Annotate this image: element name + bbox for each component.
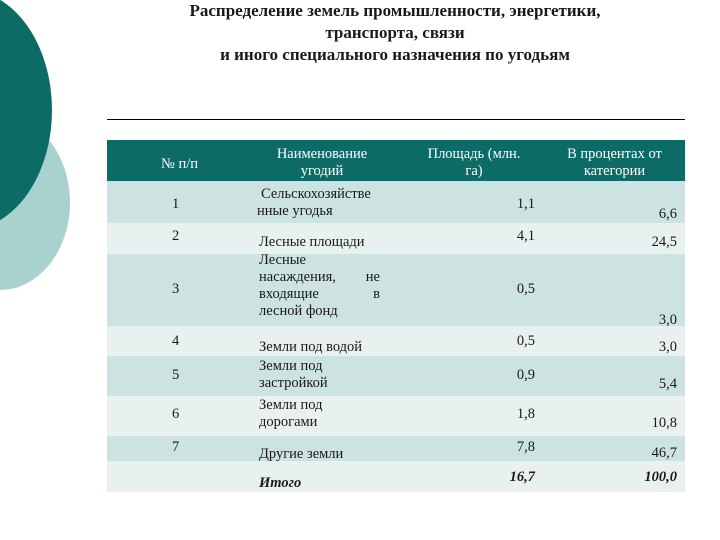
row-2-area: 4,1: [516, 228, 535, 244]
row-7-num: 7: [172, 439, 180, 455]
total-percent: 100,0: [644, 469, 677, 485]
row-2-name: Лесные площади: [259, 234, 365, 250]
header-name: Наименование угодий: [276, 146, 368, 179]
row-4-num: 4: [172, 333, 180, 349]
row-1-percent: 6,6: [658, 206, 677, 222]
row-1-area: 1,1: [516, 196, 535, 212]
row-3-num: 3: [172, 281, 180, 297]
row-6-name: Земли под дорогами: [259, 397, 323, 430]
row-3-name: Лесные насаждения, не входящие в лесной фонд: [259, 252, 380, 319]
row-3-area: 0,5: [516, 281, 535, 297]
title-line-3: и иного специального назначения по угодьям: [220, 45, 570, 64]
row-5-name: Земли под застройкой: [259, 358, 328, 391]
row-7-percent: 46,7: [651, 445, 677, 461]
row-6-percent: 10,8: [651, 415, 677, 431]
total-label: Итого: [259, 475, 302, 491]
row-5-num: 5: [172, 367, 180, 383]
title-line-2: транспорта, связи: [325, 23, 465, 42]
row-2-num: 2: [172, 228, 180, 244]
row-5-percent: 5,4: [658, 376, 677, 392]
row-6-area: 1,8: [516, 406, 535, 422]
row-2-percent: 24,5: [651, 234, 677, 250]
table-row: [107, 396, 685, 436]
table-row: [107, 326, 685, 356]
table-row: [107, 356, 685, 396]
row-5-area: 0,9: [516, 367, 535, 383]
title-line-1: Распределение земель промышленности, энергетики,: [189, 1, 601, 20]
row-1-name: Сельскохозяйстве нные угодья: [257, 186, 371, 219]
row-7-area: 7,8: [516, 439, 535, 455]
header-num: № п/п: [160, 156, 198, 172]
title-divider: [107, 119, 685, 120]
table-row: [107, 254, 685, 326]
row-4-area: 0,5: [516, 333, 535, 349]
row-4-percent: 3,0: [658, 339, 677, 355]
row-1-num: 1: [172, 196, 180, 212]
slide-title: [100, 0, 690, 66]
header-area: Площадь (млн. га): [427, 146, 521, 179]
header-percent: В процентах от категории: [567, 146, 662, 179]
row-4-name: Земли под водой: [259, 339, 363, 355]
row-3-percent: 3,0: [658, 312, 677, 328]
table-row: [107, 436, 685, 461]
row-7-name: Другие земли: [259, 446, 344, 462]
row-6-num: 6: [172, 406, 180, 422]
total-area: 16,7: [509, 469, 535, 485]
table-row: [107, 181, 685, 223]
table-total-row: [107, 461, 685, 492]
table-row: [107, 223, 685, 254]
land-distribution-table: [107, 140, 685, 492]
